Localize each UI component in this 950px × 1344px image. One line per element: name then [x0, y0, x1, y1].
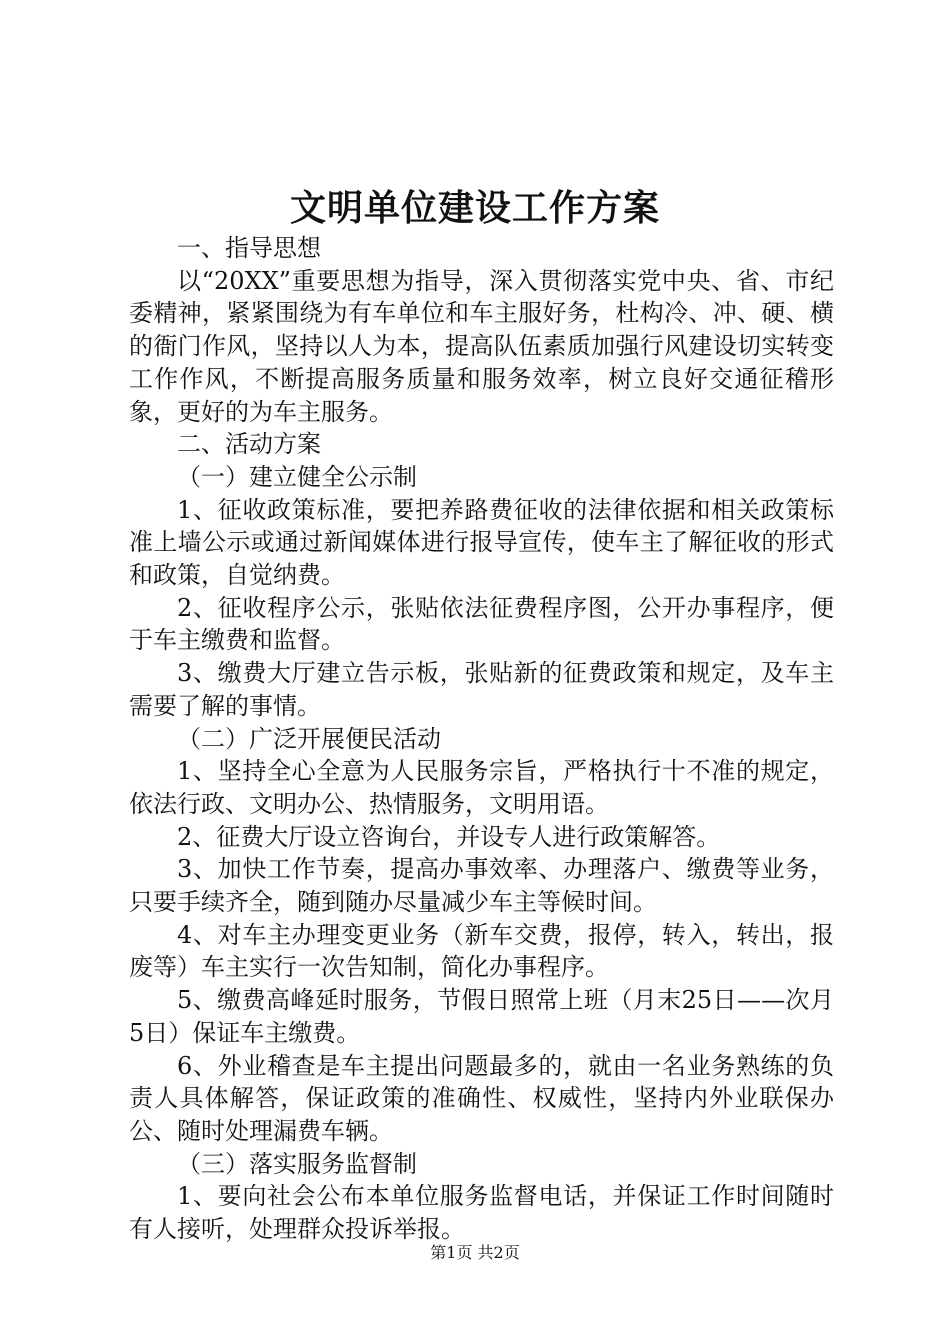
list-item: 1、坚持全心全意为人民服务宗旨，严格执行十不准的规定，依法行政、文明办公、热情服务，文明用语。 [129, 757, 834, 818]
document-body [129, 232, 834, 1246]
section-heading-guiding-ideology: 一、指导思想 [177, 234, 321, 262]
list-item: 2、征费大厅设立咨询台，并设专人进行政策解答。 [177, 822, 721, 851]
subsection-heading-disclosure: （一）建立健全公示制 [177, 462, 417, 491]
list-item: 6、外业稽查是车主提出问题最多的，就由一名业务熟练的负责人具体解答，保证政策的准确性、权威性，坚持内外业联保办公、随时处理漏费车辆。 [129, 1051, 834, 1145]
page-footer: 第1页 共2页 [430, 1243, 520, 1262]
list-item: 5、缴费高峰延时服务，节假日照常上班（月末25日——次月5日）保证车主缴费。 [129, 986, 834, 1047]
list-item: 4、对车主办理变更业务（新车交费，报停，转入，转出，报废等）车主实行一次告知制，简化办事程序。 [129, 920, 834, 982]
subsection-heading-supervision: （三）落实服务监督制 [177, 1149, 417, 1178]
list-item: 3、加快工作节奏，提高办事效率、办理落户、缴费等业务，只要手续齐全，随到随办尽量减少车主等候时间。 [129, 855, 834, 917]
subsection-heading-convenience: （二）广泛开展便民活动 [177, 724, 441, 753]
list-item: 1、要向社会公布本单位服务监督电话，并保证工作时间随时有人接听，处理群众投诉举报。 [129, 1182, 834, 1244]
list-item: 1、征收政策标准，要把养路费征收的法律依据和相关政策标准上墙公示或通过新闻媒体进行报导宣传，使车主了解征收的形式和政策，自觉纳费。 [129, 495, 834, 590]
paragraph-guiding-ideology: 以“20XX”重要思想为指导，深入贯彻落实党中央、省、市纪委精神，紧紧围绕为有车单位和车主服好务，杜构冷、冲、硬、横的衙门作风，坚持以人为本，提高队伍素质加强行风建设切实转变工作作风，不断提高服务质量和服务效率，树立良好交通征稽形象，更好的为车主服务。 [129, 266, 834, 426]
section-heading-activity-plan: 二、活动方案 [177, 430, 321, 459]
list-item: 2、征收程序公示，张贴依法征费程序图，公开办事程序，便于车主缴费和监督。 [129, 593, 834, 655]
list-item: 3、缴费大厅建立告示板，张贴新的征费政策和规定，及车主需要了解的事情。 [129, 659, 834, 720]
document-title: 文明单位建设工作方案 [289, 187, 660, 229]
